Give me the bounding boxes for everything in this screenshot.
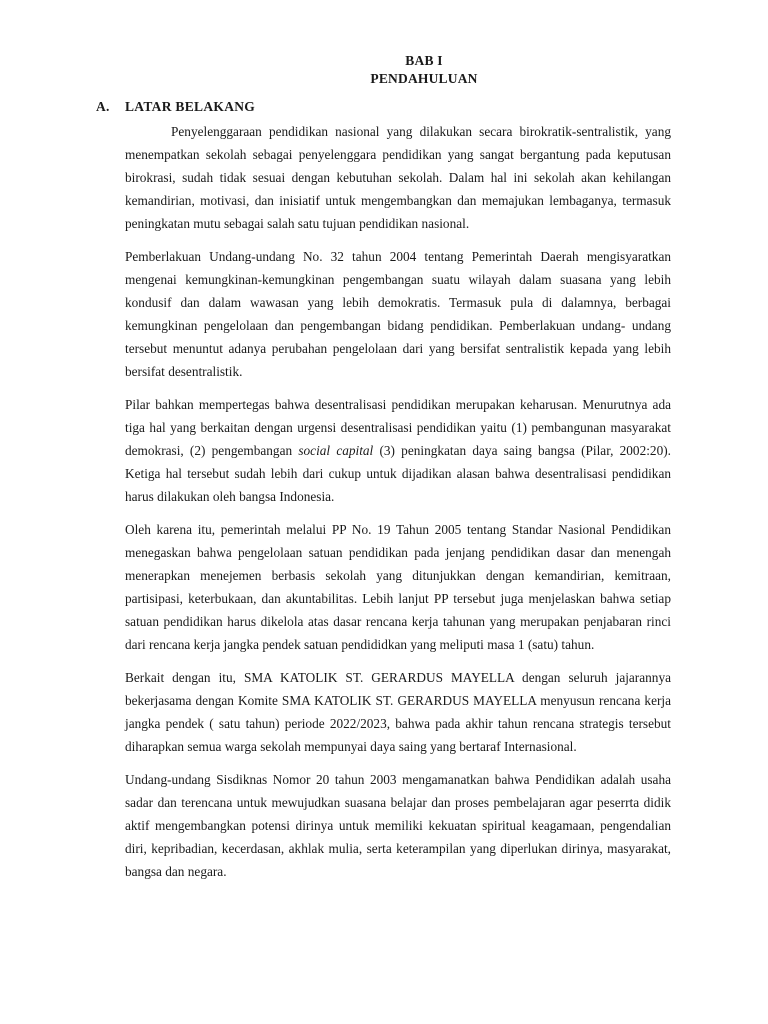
paragraph-3-text-after: (3) peningkatan daya saing bangsa (Pilar, 2002:20). Ketiga hal tersebut sudah lebih dari cukup untuk dijadikan alasan bahwa desentralisasi pendidikan harus dilakukan oleh bangsa Indonesia.	[125, 443, 671, 504]
paragraph-2: Pemberlakuan Undang-undang No. 32 tahun 2004 tentang Pemerintah Daerah mengisyaratkan mengenai kemungkinan-kemungkinan pengembangan suatu wilayah dalam suasana yang lebih kondusif dan dalam wawasan yang lebih demokratis. Termasuk pula di dalamnya, berbagai kemungkinan pengelolaan dan pengembangan bidang pendidikan. Pemberlakuan undang- undang tersebut menuntut adanya perubahan pengelolaan dari yang bersifat sentralistik kepada yang lebih bersifat desentralistik.	[125, 249, 671, 379]
paragraph-4: Oleh karena itu, pemerintah melalui PP No. 19 Tahun 2005 tentang Standar Nasional Pendidikan menegaskan bahwa pengelolaan satuan pendidikan pada jenjang pendidikan dasar dan menengah menerapkan menejemen berbasis sekolah yang ditunjukkan dengan kemandirian, kemitraan, partisipasi, keterbukaan, dan akuntabilitas. Lebih lanjut PP tersebut juga menjelaskan bahwa setiap satuan pendidikan harus dikelola atas dasar rencana kerja tahunan yang merupakan penjabaran rinci dari rencana kerja jangka pendek satuan pendididkan yang meliputi masa 1 (satu) tahun.	[125, 522, 671, 652]
chapter-title-block	[0, 52, 768, 88]
paragraph-6: Undang-undang Sisdiknas Nomor 20 tahun 2003 mengamanatkan bahwa Pendidikan adalah usaha sadar dan terencana untuk mewujudkan suasana belajar dan proses pembelajaran agar peserrta didik aktif mengembangkan potensi dirinya untuk memiliki kekuatan spiritual keagamaan, pengendalian diri, kepribadian, kecerdasan, akhlak mulia, serta keterampilan yang diperlukan dirinya, masyarakat, bangsa dan negara.	[125, 772, 671, 879]
paragraph-3-text-before: Pilar bahkan mempertegas bahwa desentralisasi pendidikan merupakan keharusan. Menurutnya ada tiga hal yang berkaitan dengan urgensi desentralisasi pendidikan yaitu (1) pembangunan masyarakat demokrasi, (2) pengembangan	[125, 397, 671, 458]
paragraph-3-italic-term: social capital	[298, 443, 374, 458]
paragraph-3	[125, 393, 671, 508]
chapter-title: PENDAHULUAN	[370, 71, 478, 86]
section-heading	[96, 98, 255, 116]
paragraph-1: Penyelenggaraan pendidikan nasional yang dilakukan secara birokratik-sentralistik, yang menempatkan sekolah sebagai penyelenggara pendidikan yang sangat bergantung pada keputusan birokrasi, sudah tidak sesuai dengan kebutuhan sekolah. Dalam hal ini sekolah akan kehilangan kemandirian, motivasi, dan inisiatif untuk mengembangkan dan memajukan lembaganya, termasuk peningkatan mutu sebagai salah satu tujuan pendidikan nasional.	[125, 124, 671, 231]
paragraph-5: Berkait dengan itu, SMA KATOLIK ST. GERARDUS MAYELLA dengan seluruh jajarannya bekerjasama dengan Komite SMA KATOLIK ST. GERARDUS MAYELLA menyusun rencana kerja jangka pendek ( satu tahun) periode 2022/2023, bahwa pada akhir tahun rencana strategis tersebut diharapkan semua warga sekolah mempunyai daya saing yang bertaraf Internasional.	[125, 670, 671, 754]
section-title: LATAR BELAKANG	[125, 99, 256, 114]
document-body	[125, 120, 671, 893]
chapter-number: BAB I	[405, 53, 443, 68]
section-letter: A.	[96, 99, 110, 114]
